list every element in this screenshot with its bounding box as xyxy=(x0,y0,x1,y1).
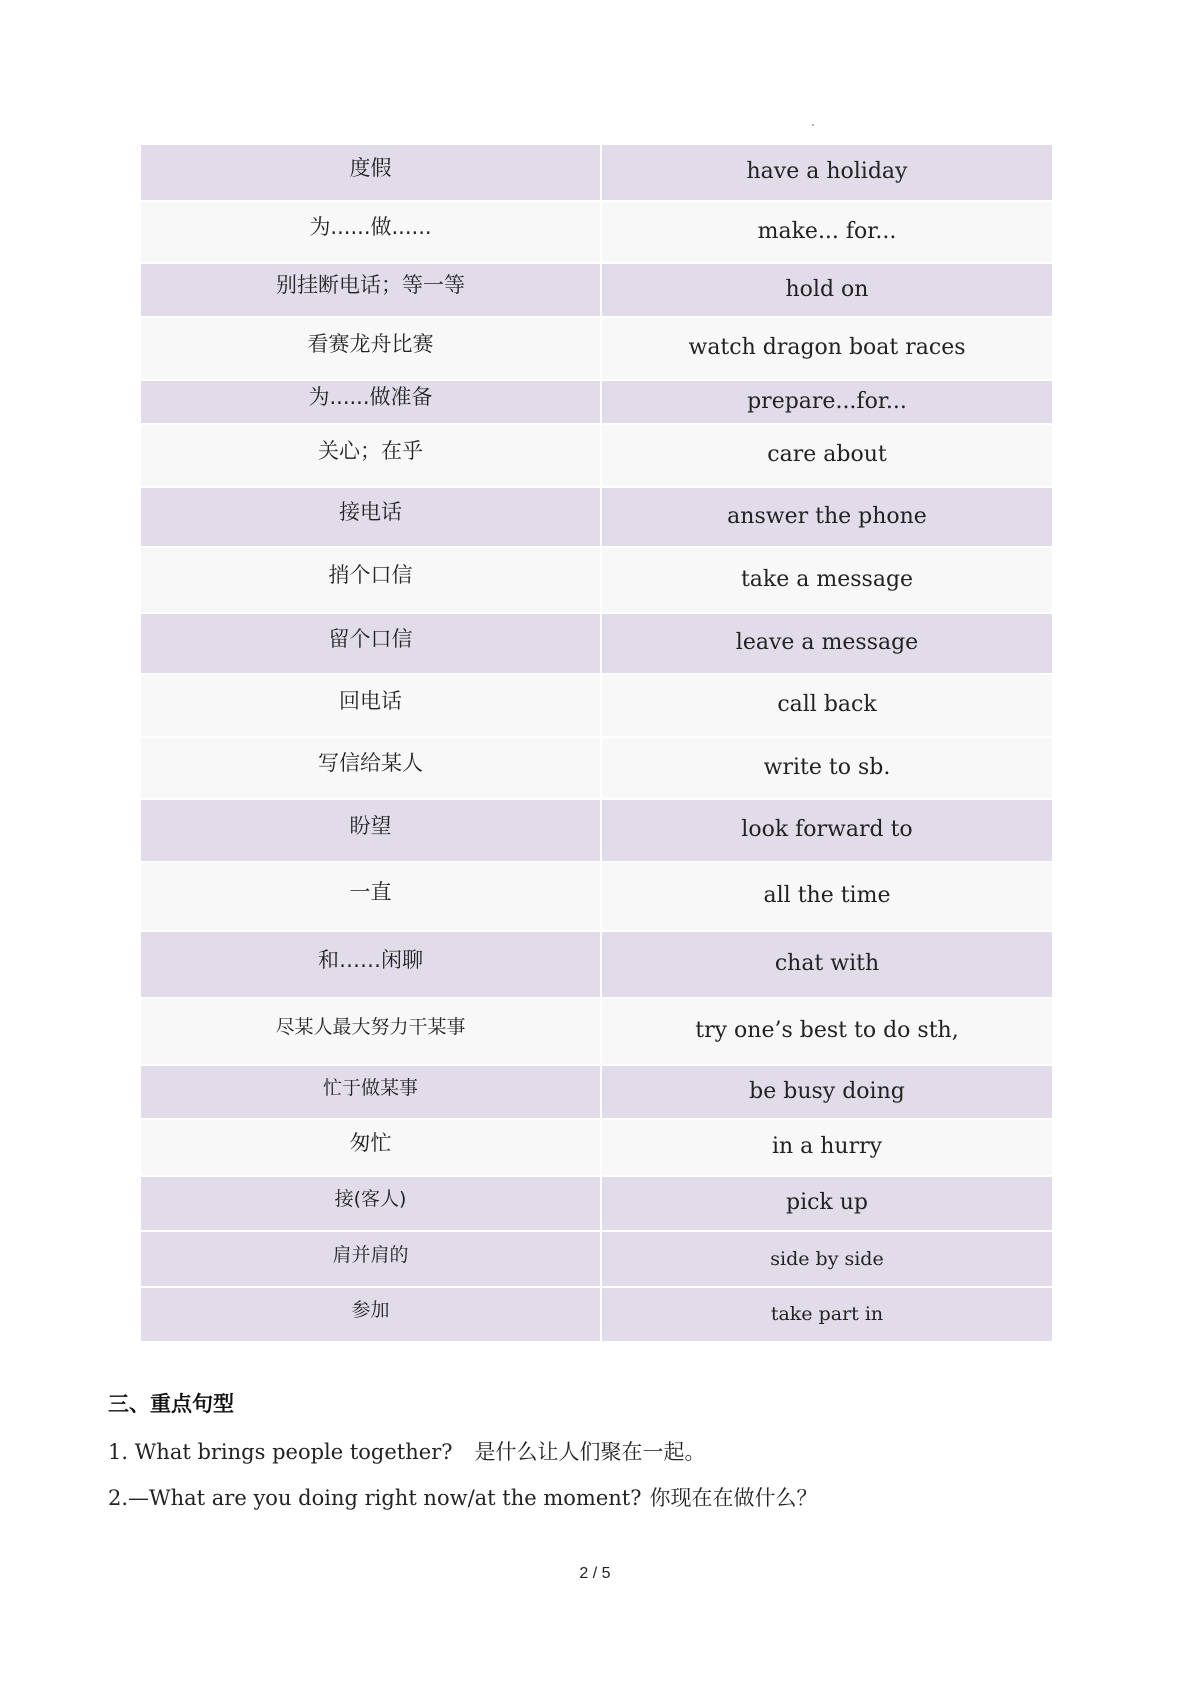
table-row xyxy=(140,931,1053,998)
english-cell: pick up xyxy=(601,1176,1053,1231)
chinese-cell: 写信给某人 xyxy=(140,737,601,799)
sentence-chinese: 你现在在做什么？ xyxy=(649,1486,818,1510)
table-row xyxy=(140,380,1053,424)
table-row xyxy=(140,317,1053,380)
english-cell: make... for... xyxy=(601,201,1053,263)
table-row xyxy=(140,1065,1053,1119)
stray-dot xyxy=(812,124,814,126)
chinese-cell: 和……闲聊 xyxy=(140,931,601,998)
english-cell: prepare...for... xyxy=(601,380,1053,424)
vocabulary-table xyxy=(139,143,1054,1343)
english-cell: take part in xyxy=(601,1287,1053,1342)
chinese-cell: 度假 xyxy=(140,144,601,201)
chinese-cell: 参加 xyxy=(140,1287,601,1342)
table-row xyxy=(140,424,1053,487)
table-row xyxy=(140,737,1053,799)
sentence-english: 2.—What are you doing right now/at the moment? xyxy=(108,1486,642,1510)
chinese-cell: 捎个口信 xyxy=(140,547,601,613)
english-cell: care about xyxy=(601,424,1053,487)
sentence-chinese: 是什么让人们聚在一起。 xyxy=(474,1440,706,1464)
english-cell: write to sb. xyxy=(601,737,1053,799)
chinese-cell: 接电话 xyxy=(140,487,601,547)
chinese-cell: 盼望 xyxy=(140,799,601,862)
sentence-english: 1. What brings people together? xyxy=(108,1440,453,1464)
chinese-cell: 接(客人) xyxy=(140,1176,601,1231)
english-cell: hold on xyxy=(601,263,1053,317)
table-row xyxy=(140,263,1053,317)
chinese-cell: 尽某人最大努力干某事 xyxy=(140,998,601,1065)
english-cell: call back xyxy=(601,674,1053,737)
table-row xyxy=(140,674,1053,737)
key-sentence-2 xyxy=(108,1482,817,1512)
chinese-cell: 看赛龙舟比赛 xyxy=(140,317,601,380)
chinese-cell: 一直 xyxy=(140,862,601,931)
english-cell: answer the phone xyxy=(601,487,1053,547)
table-row xyxy=(140,1119,1053,1176)
table-row xyxy=(140,613,1053,674)
chinese-cell: 留个口信 xyxy=(140,613,601,674)
english-cell: leave a message xyxy=(601,613,1053,674)
chinese-cell: 肩并肩的 xyxy=(140,1231,601,1287)
chinese-cell: 匆忙 xyxy=(140,1119,601,1176)
table-row xyxy=(140,487,1053,547)
english-cell: look forward to xyxy=(601,799,1053,862)
chinese-cell: 别挂断电话；等一等 xyxy=(140,263,601,317)
english-cell: be busy doing xyxy=(601,1065,1053,1119)
chinese-cell: 为......做准备 xyxy=(140,380,601,424)
english-cell: take a message xyxy=(601,547,1053,613)
english-cell: watch dragon boat races xyxy=(601,317,1053,380)
english-cell: try one’s best to do sth, xyxy=(601,998,1053,1065)
chinese-cell: 为......做...... xyxy=(140,201,601,263)
table-row xyxy=(140,144,1053,201)
chinese-cell: 忙于做某事 xyxy=(140,1065,601,1119)
english-cell: side by side xyxy=(601,1231,1053,1287)
table-row xyxy=(140,1176,1053,1231)
english-cell: all the time xyxy=(601,862,1053,931)
section-title: 三、重点句型 xyxy=(108,1392,234,1416)
key-sentence-1 xyxy=(108,1436,706,1466)
english-cell: chat with xyxy=(601,931,1053,998)
table-row xyxy=(140,862,1053,931)
table-row xyxy=(140,547,1053,613)
table-row xyxy=(140,201,1053,263)
table-row xyxy=(140,1231,1053,1287)
page-number: 2 / 5 xyxy=(579,1565,611,1582)
chinese-cell: 回电话 xyxy=(140,674,601,737)
english-cell: in a hurry xyxy=(601,1119,1053,1176)
chinese-cell: 关心；在乎 xyxy=(140,424,601,487)
table-row xyxy=(140,998,1053,1065)
table-row xyxy=(140,799,1053,862)
table-row xyxy=(140,1287,1053,1342)
english-cell: have a holiday xyxy=(601,144,1053,201)
